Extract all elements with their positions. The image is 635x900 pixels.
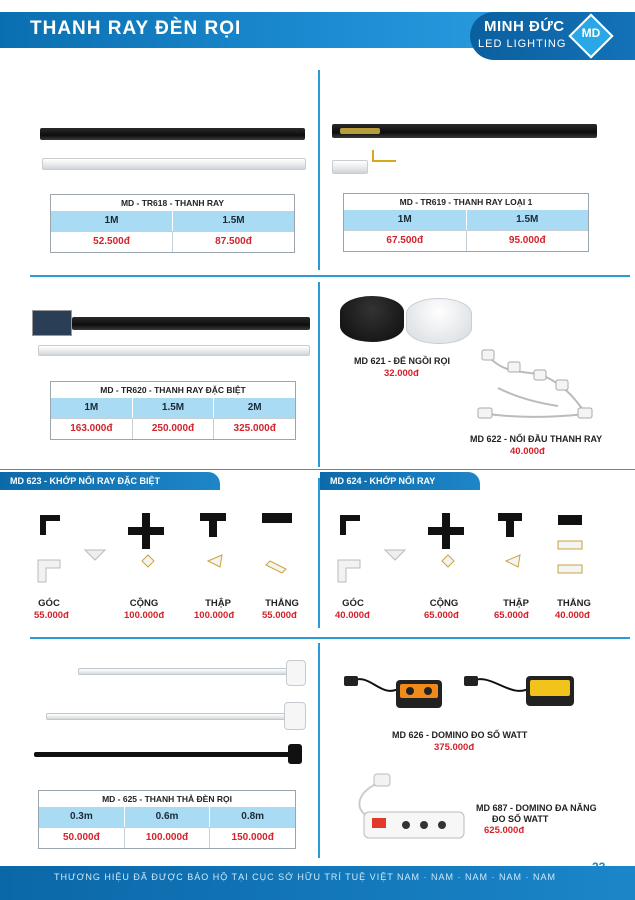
price-table-tr620 xyxy=(50,381,296,440)
md624-price-thang: 40.000đ xyxy=(555,610,590,621)
page-title: THANH RAY ĐÈN RỌI xyxy=(30,18,242,39)
md621-price: 32.000đ xyxy=(384,368,419,379)
table-header-row xyxy=(39,807,295,827)
table-price-row xyxy=(39,827,295,848)
size-cell: 1M xyxy=(51,398,133,418)
size-cell: 1M xyxy=(344,210,467,230)
size-cell: 1.5M xyxy=(222,215,245,226)
rail-endcap-image xyxy=(332,160,368,174)
md626-domino-image xyxy=(340,660,580,720)
price-cell: 52.500đ xyxy=(51,232,173,252)
md624-label-cong: CỘNG xyxy=(429,598,459,609)
md626-price: 375.000đ xyxy=(434,742,475,753)
size-cell: 0.6m xyxy=(125,807,211,827)
md623-price-goc: 55.000đ xyxy=(34,610,69,621)
table-header-row xyxy=(51,211,294,231)
table-price-row xyxy=(51,418,295,439)
footer-text: THƯƠNG HIỆU ĐÃ ĐƯỢC BẢO HỘ TẠI CỤC SỞ HỮU TRÍ TUỆ VIỆT NAM · NAM · NAM · NAM · NAM xyxy=(53,872,557,882)
divider-vertical xyxy=(318,282,320,467)
price-cell: 325.000đ xyxy=(233,423,276,434)
rail-profile-image xyxy=(32,310,72,336)
table-header-row xyxy=(51,398,295,418)
size-cell: 0.8m xyxy=(241,811,265,822)
table-price-row xyxy=(51,231,294,252)
price-cell: 87.500đ xyxy=(215,236,252,247)
rod-canopy-image xyxy=(286,660,306,686)
divider-horizontal xyxy=(0,469,635,470)
md687-caption-line1: MD 687 - DOMINO ĐA NĂNG xyxy=(476,803,597,813)
md621-caption: MD 621 - ĐẾ NGỒI RỌI xyxy=(354,356,451,366)
logo-text: MD xyxy=(581,26,601,40)
black-rail-image xyxy=(40,128,305,140)
table-title: MD - TR618 - THANH RAY xyxy=(120,198,225,208)
md624-label-goc: GÓC xyxy=(342,598,364,609)
black-rail-image xyxy=(72,317,310,330)
price-cell: 100.000đ xyxy=(125,828,211,848)
md624-joints-image xyxy=(330,505,610,587)
md623-label-goc: GÓC xyxy=(38,598,60,609)
divider-horizontal xyxy=(30,275,630,277)
md687-price: 625.000đ xyxy=(484,825,525,836)
md623-label-thang: THẲNG xyxy=(265,598,299,609)
white-rod-image xyxy=(78,668,288,675)
wire-image xyxy=(372,150,396,162)
divider-vertical xyxy=(318,478,320,628)
md624-label-thang: THẲNG xyxy=(557,598,591,609)
md624-price-thap: 65.000đ xyxy=(494,610,529,621)
md622-price: 40.000đ xyxy=(510,446,545,457)
price-cell: 50.000đ xyxy=(39,828,125,848)
price-cell: 250.000đ xyxy=(133,419,215,439)
rod-canopy-image xyxy=(288,744,302,764)
size-cell: 1.5M xyxy=(133,398,215,418)
md624-price-goc: 40.000đ xyxy=(335,610,370,621)
table-title: MD - TR620 - THANH RAY ĐẶC BIỆT xyxy=(100,385,246,395)
connector-wire-image xyxy=(468,348,598,426)
section-tab-md623: MD 623 - KHỚP NỐI RAY ĐẶC BIỆT xyxy=(0,472,220,490)
divider-vertical xyxy=(318,70,320,270)
black-base-image xyxy=(340,296,404,342)
black-rod-image xyxy=(34,752,290,757)
white-rail-image xyxy=(42,158,306,170)
md624-price-cong: 65.000đ xyxy=(424,610,459,621)
price-table-tr619 xyxy=(343,193,589,252)
rod-canopy-image xyxy=(284,702,306,730)
rail-connector-image xyxy=(340,128,380,134)
size-cell: 2M xyxy=(247,402,262,413)
md626-caption: MD 626 - DOMINO ĐO SỐ WATT xyxy=(392,730,528,740)
brand-subtitle: LED LIGHTING xyxy=(478,38,567,50)
md623-price-thap: 100.000đ xyxy=(194,610,235,621)
size-cell: 1M xyxy=(51,211,173,231)
price-table-md625 xyxy=(38,790,296,849)
table-header-row xyxy=(344,210,588,230)
md624-label-thap: THẬP xyxy=(503,598,529,609)
brand-name: MINH ĐỨC xyxy=(484,18,565,35)
price-table-tr618 xyxy=(50,194,295,253)
price-cell: 163.000đ xyxy=(51,419,133,439)
md623-price-cong: 100.000đ xyxy=(124,610,165,621)
section-tab-md624: MD 624 - KHỚP NỐI RAY xyxy=(320,472,480,490)
table-title: MD - 625 - THANH THẢ ĐÈN RỌI xyxy=(102,794,232,804)
md623-joints-image xyxy=(30,505,310,587)
md687-domino-image xyxy=(346,770,471,842)
white-rail-image xyxy=(38,345,310,356)
price-cell: 67.500đ xyxy=(344,231,467,251)
md623-label-thap: THẬP xyxy=(205,598,231,609)
white-rod-image xyxy=(46,713,288,720)
price-cell: 150.000đ xyxy=(231,832,274,843)
price-cell: 95.000đ xyxy=(508,235,546,246)
divider-horizontal xyxy=(30,637,630,639)
md623-label-cong: CỘNG xyxy=(129,598,159,609)
table-title: MD - TR619 - THANH RAY LOẠI 1 xyxy=(399,197,533,207)
white-base-image xyxy=(406,298,472,344)
page-number: 23 xyxy=(592,860,606,874)
size-cell: 0.3m xyxy=(39,807,125,827)
md687-caption-line2: ĐO SỐ WATT xyxy=(492,814,549,824)
size-cell: 1.5M xyxy=(516,214,539,225)
md622-caption: MD 622 - NỐI ĐẦU THANH RAY xyxy=(470,434,603,444)
table-price-row xyxy=(344,230,588,251)
divider-vertical xyxy=(318,643,320,858)
md623-price-thang: 55.000đ xyxy=(262,610,297,621)
